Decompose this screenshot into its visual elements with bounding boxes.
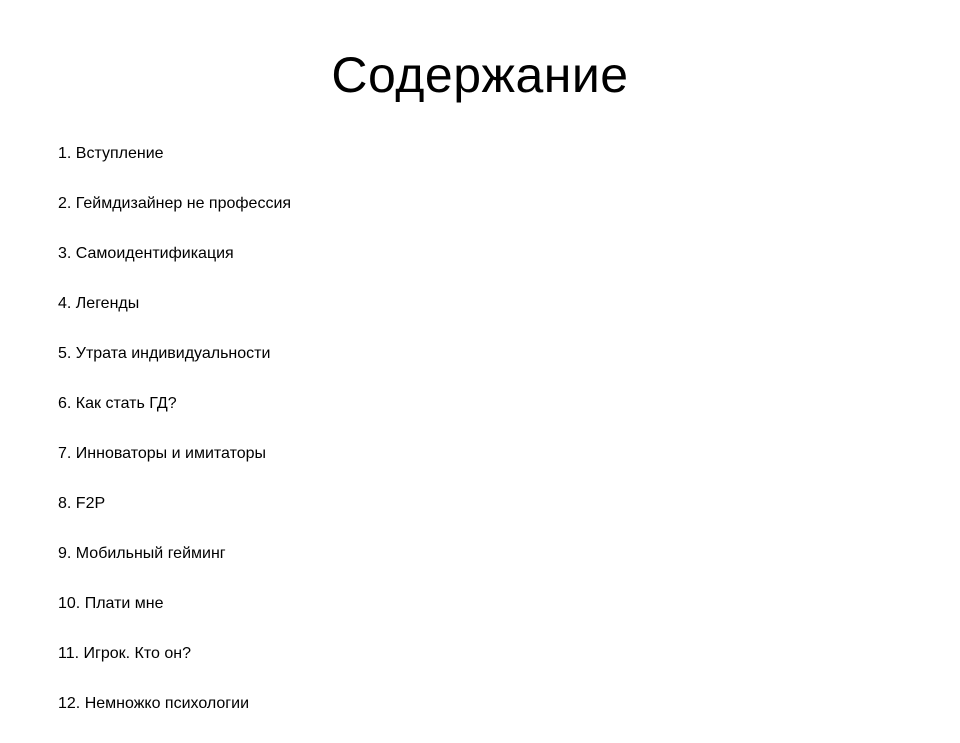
toc-item-8: 8. F2P [58, 495, 106, 512]
toc-item-1: 1. Вступление [58, 145, 164, 162]
toc-item-9: 9. Мобильный гейминг [58, 545, 226, 562]
toc-item-7: 7. Инноваторы и имитаторы [58, 445, 267, 462]
table-of-contents [58, 143, 291, 743]
toc-item-10: 10. Плати мне [58, 595, 164, 612]
toc-item-3: 3. Самоидентификация [58, 245, 234, 262]
toc-item-12: 12. Немножко психологии [58, 695, 250, 712]
toc-item-5: 5. Утрата индивидуальности [58, 345, 271, 362]
slide-title: Содержание [331, 47, 629, 103]
toc-item-6: 6. Как стать ГД? [58, 395, 177, 412]
toc-item-11: 11. Игрок. Кто он? [58, 645, 191, 662]
toc-item-4: 4. Легенды [58, 295, 140, 312]
toc-item-2: 2. Геймдизайнер не профессия [58, 195, 292, 212]
